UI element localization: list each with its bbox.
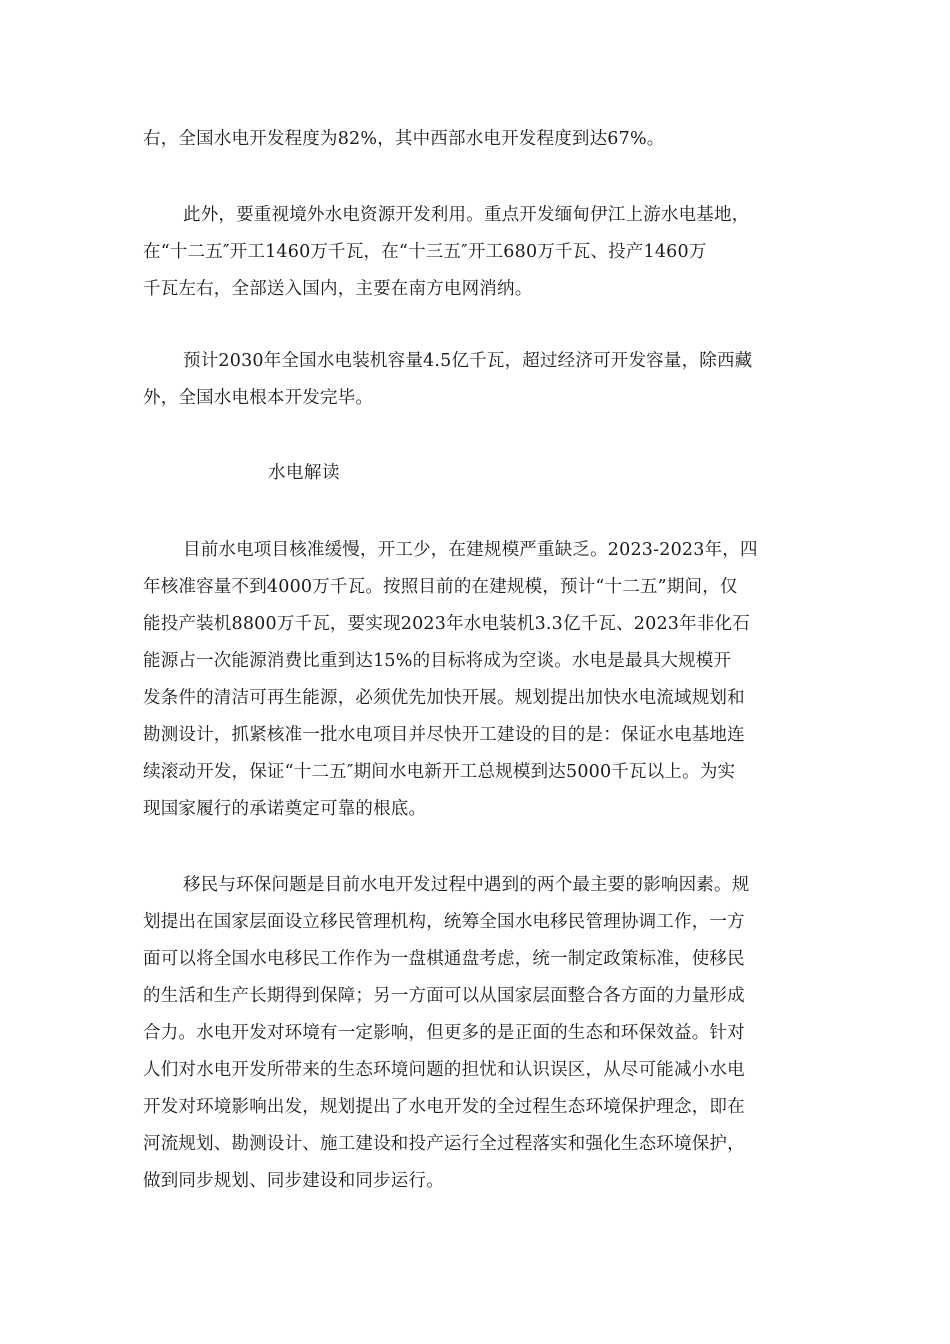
paragraph-line: 人们对水电开发所带来的生态环境问题的担忧和认识误区，从尽可能减小水电: [143, 1060, 745, 1080]
paragraph-line: 发条件的清洁可再生能源，必须优先加快开展。规划提出加快水电流域规划和: [143, 688, 745, 708]
paragraph-line: 能源占一次能源消费比重到达15%的目标将成为空谈。水电是最具大规模开: [143, 651, 732, 671]
paragraph-line: 河流规划、勘测设计、施工建设和投产运行全过程落实和强化生态环境保护，: [143, 1134, 745, 1154]
paragraph-line: 做到同步规划、同步建设和同步运行。: [143, 1171, 444, 1191]
paragraph-line: 面可以将全国水电移民工作作为一盘棋通盘考虑，统一制定政策标准，使移民: [143, 949, 745, 969]
paragraph-line: 勘测设计，抓紧核准一批水电项目并尽快开工建设的目的是：保证水电基地连: [143, 725, 745, 745]
section-heading: 水电解读: [268, 463, 340, 483]
paragraph-line: 现国家履行的承诺奠定可靠的根底。: [143, 799, 427, 819]
paragraph-line: 年核准容量不到4000万千瓦。按照目前的在建规模，预计“十二五”期间，仅: [143, 577, 738, 597]
paragraph-line: 开发对环境影响出发，规划提出了水电开发的全过程生态环境保护理念，即在: [143, 1097, 745, 1117]
paragraph-line: 能投产装机8800万千瓦，要实现2023年水电装机3.3亿千瓦、2023年非化石: [143, 614, 750, 634]
paragraph-line: 续滚动开发，保证“十二五″期间水电新开工总规模到达5000千瓦以上。为实: [143, 762, 736, 782]
paragraph-line: 合力。水电开发对环境有一定影响，但更多的是正面的生态和环保效益。针对: [143, 1023, 745, 1043]
paragraph-line: 千瓦左右，全部送入国内，主要在南方电网消纳。: [143, 279, 533, 299]
paragraph-line: 右，全国水电开发程度为82%，其中西部水电开发程度到达67%。: [143, 129, 665, 149]
paragraph-line: 移民与环保问题是目前水电开发过程中遇到的两个最主要的影响因素。规: [183, 875, 750, 895]
paragraph-line: 预计2030年全国水电装机容量4.5亿千瓦，超过经济可开发容量，除西藏: [183, 351, 753, 371]
paragraph-line: 外，全国水电根本开发完毕。: [143, 388, 374, 408]
paragraph-line: 此外，要重视境外水电资源开发利用。重点开发缅甸伊江上游水电基地，: [183, 205, 750, 225]
paragraph-line: 的生活和生产长期得到保障；另一方面可以从国家层面整合各方面的力量形成: [143, 986, 745, 1006]
paragraph-line: 在“十二五″开工1460万千瓦，在“十三五″开工680万千瓦、投产1460万: [143, 242, 707, 262]
paragraph-line: 划提出在国家层面设立移民管理机构，统筹全国水电移民管理协调工作，一方: [143, 912, 745, 932]
paragraph-line: 目前水电项目核准缓慢，开工少，在建规模严重缺乏。2023-2023年，四: [183, 540, 758, 560]
